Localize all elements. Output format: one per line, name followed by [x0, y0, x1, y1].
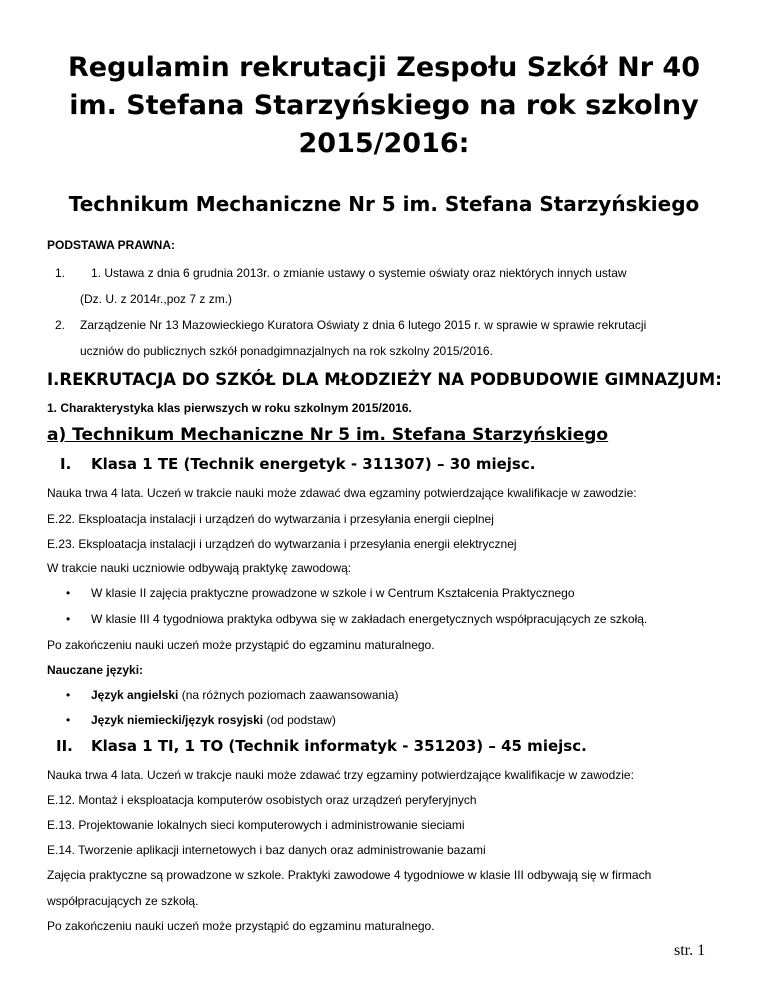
- title-line-2: im. Stefana Starzyńskiego na rok szkolny: [69, 90, 699, 121]
- class-2-qualification-3: E.14. Tworzenie aplikacji internetowych i baz danych oraz administrowanie bazami: [47, 843, 486, 857]
- bullet-icon: •: [66, 586, 71, 600]
- language-2-name: Język niemiecki/język rosyjski: [91, 713, 264, 727]
- class-1-languages-heading: Nauczane języki:: [47, 663, 144, 677]
- school-heading: a) Technikum Mechaniczne Nr 5 im. Stefana Starzyńskiego: [47, 425, 609, 445]
- legal-basis-number-1: 1.: [55, 266, 66, 280]
- class-1-exam-note: Po zakończeniu nauki uczeń może przystąpić do egzaminu maturalnego.: [47, 638, 435, 652]
- legal-basis-item-1-line-1: 1. Ustawa z dnia 6 grudnia 2013r. o zmianie ustawy o systemie oświaty oraz niektórych innych ustaw: [91, 266, 627, 280]
- legal-basis-item-2-line-1: Zarządzenie Nr 13 Mazowieckiego Kuratora Oświaty z dnia 6 lutego 2015 r. w sprawie w sprawie rekrutacji: [80, 318, 647, 332]
- legal-basis-number-2: 2.: [55, 318, 66, 332]
- class-2-intro: Nauka trwa 4 lata. Uczeń w trakcje nauki może zdawać trzy egzaminy potwierdzające kwalifikacje w zawodzie:: [47, 768, 634, 782]
- title-line-1: Regulamin rekrutacji Zespołu Szkół Nr 40: [67, 52, 701, 83]
- class-2-practice-line-1: Zajęcia praktyczne są prowadzone w szkole. Praktyki zawodowe 4 tygodniowe w klasie III odbywają się w firmach: [47, 868, 652, 882]
- class-2-heading: Klasa 1 TI, 1 TO (Technik informatyk - 351203) – 45 miejsc.: [91, 737, 587, 755]
- class-2-qualification-1: E.12. Montaż i eksploatacja komputerów osobistych oraz urządzeń peryferyjnych: [47, 793, 477, 807]
- class-1-practice-intro: W trakcie nauki uczniowie odbywają praktykę zawodową:: [47, 561, 352, 575]
- legal-basis-item-2-line-2: uczniów do publicznych szkół ponadgimnazjalnych na rok szkolny 2015/2016.: [80, 344, 493, 358]
- class-1-practice-bullet-2: W klasie III 4 tygodniowa praktyka odbywa się w zakładach energetycznych współpracujących ze szkołą.: [91, 612, 648, 626]
- class-2-roman-numeral: II.: [56, 737, 73, 755]
- class-1-language-1: [91, 688, 399, 703]
- class-2-practice-line-2: współpracujących ze szkołą.: [47, 894, 199, 908]
- bullet-icon: •: [66, 612, 71, 626]
- subsection-heading-class-characteristics: 1. Charakterystyka klas pierwszych w roku szkolnym 2015/2016.: [47, 401, 412, 415]
- page-number: str. 1: [674, 942, 706, 959]
- document-title: [40, 49, 728, 163]
- legal-basis-item-1-line-2: (Dz. U. z 2014r.,poz 7 z zm.): [80, 292, 233, 306]
- class-1-qualification-1: E.22. Eksploatacja instalacji i urządzeń do wytwarzania i przesyłania energii cieplnej: [47, 512, 494, 526]
- legal-basis-heading: PODSTAWA PRAWNA:: [47, 238, 175, 252]
- class-2-qualification-2: E.13. Projektowanie lokalnych sieci komputerowych i administrowanie sieciami: [47, 818, 465, 832]
- class-1-heading: Klasa 1 TE (Technik energetyk - 311307) – 30 miejsc.: [91, 455, 536, 473]
- language-1-level: (na różnych poziomach zaawansowania): [178, 688, 399, 702]
- language-1-name: Język angielski: [91, 688, 179, 702]
- class-1-language-2: [91, 713, 336, 728]
- section-heading-recruitment: I.REKRUTACJA DO SZKÓŁ DLA MŁODZIEŻY NA PODBUDOWIE GIMNAZJUM:: [47, 370, 722, 389]
- class-1-intro: Nauka trwa 4 lata. Uczeń w trakcie nauki może zdawać dwa egzaminy potwierdzające kwalifikacje w zawodzie:: [47, 486, 637, 500]
- document-subtitle: Technikum Mechaniczne Nr 5 im. Stefana Starzyńskiego: [68, 192, 700, 216]
- bullet-icon: •: [66, 688, 71, 702]
- bullet-icon: •: [66, 713, 71, 727]
- class-1-roman-numeral: I.: [60, 455, 72, 473]
- title-line-3: 2015/2016:: [298, 128, 470, 159]
- class-1-practice-bullet-1: W klasie II zajęcia praktyczne prowadzone w szkole i w Centrum Kształcenia Praktycznego: [91, 586, 575, 600]
- language-2-level: (od podstaw): [263, 713, 336, 727]
- class-2-exam-note: Po zakończeniu nauki uczeń może przystąpić do egzaminu maturalnego.: [47, 919, 435, 933]
- class-1-qualification-2: E.23. Eksploatacja instalacji i urządzeń do wytwarzania i przesyłania energii elektrycznej: [47, 537, 517, 551]
